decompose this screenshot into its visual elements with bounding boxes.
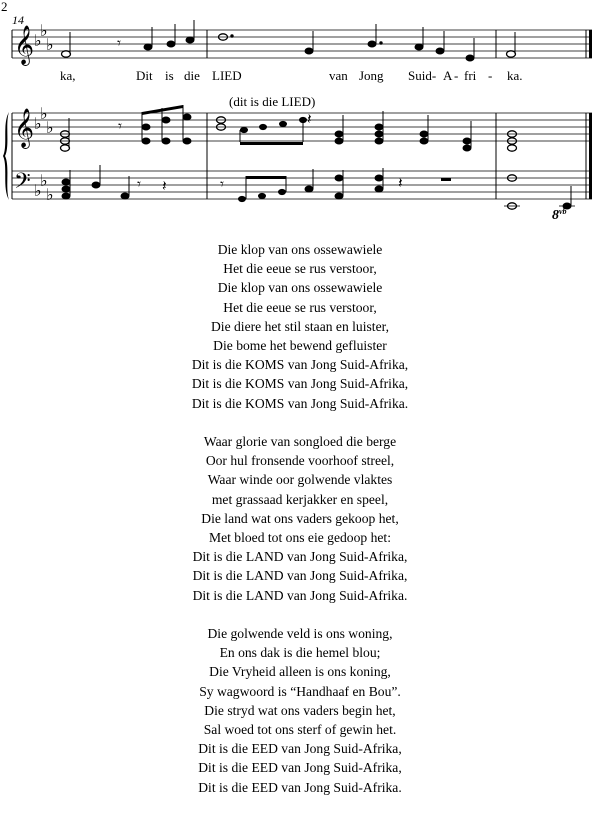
lyric-line: Waar glorie van songloed die berge [203,434,397,450]
lyric-line: Die golwende veld is ons woning, [207,626,393,642]
lyric-syllable: Dit [136,68,153,83]
stanza-3 [0,624,600,797]
lyric-syllable: ka, [60,68,76,83]
lyric-line: En ons dak is die hemel blou; [219,645,381,661]
svg-text:𝄽: 𝄽 [398,176,403,192]
measure-number: 14 [12,13,24,27]
lyric-line: Het die eeue se rus verstoor, [223,261,377,277]
lyric-syllable: van [329,68,348,83]
lyrics-text [0,240,600,816]
lyric-line: Die klop van ons ossewawiele [217,242,383,257]
lyric-syllable: fri [464,68,477,83]
barlines [207,30,586,199]
lyric-line: Dit is die KOMS van Jong Suid-Afrika. [191,395,409,411]
svg-text:♭: ♭ [40,104,48,123]
key-signature [34,21,54,204]
treble-clef-icon: 𝄞 [14,25,35,65]
lyric-syllable: - [454,68,459,83]
lyric-line: Dit is die EED van Jong Suid-Afrika, [198,760,402,776]
lyric-line: Die stryd wat ons vaders begin het, [204,702,396,718]
svg-text:𝄽: 𝄽 [307,112,312,128]
stanza-2 [0,432,600,605]
lyric-line: Die diere het stil staan en luister, [210,318,389,334]
lyric-line: Het die eeue se rus verstoor, [223,299,377,315]
svg-text:𝄾: 𝄾 [117,36,121,52]
lyric-line: Sy wagwoord is “Handhaaf en Bou”. [199,683,401,699]
final-barlines [589,30,592,199]
lyric-line: Die klop van ons ossewawiele [217,280,383,296]
lyric-syllable: Jong [359,68,384,83]
piano-treble-notes [61,105,517,151]
lyric-syllable: ka. [507,68,523,83]
lyric-line: Dit is die EED van Jong Suid-Afrika. [198,779,402,795]
lyric-line: Die bome het bewend gefluister [213,338,387,354]
svg-text:♭: ♭ [34,114,42,133]
lyric-syllable: A [443,68,453,83]
svg-text:𝄾: 𝄾 [118,119,122,135]
lyric-syllable: LIED [212,68,242,83]
svg-text:♭: ♭ [34,31,42,50]
lyric-line: Dit is die EED van Jong Suid-Afrika, [198,741,402,757]
lyric-syllable: is [165,68,174,83]
svg-text:𝄾: 𝄾 [220,177,224,193]
svg-text:𝄾: 𝄾 [137,177,141,193]
svg-text:♭: ♭ [46,185,54,204]
lyric-line: Met bloed tot ons eie gedoop het: [209,530,391,546]
lyric-line: Die land wat ons vaders gekoop het, [201,510,399,526]
vocal-notes [62,20,516,61]
piano-cue-text: (dit is die LIED) [229,94,316,109]
vocal-staff [12,30,592,58]
lyric-syllable: Suid- [408,68,437,83]
piano-bass-notes [62,165,575,209]
lyric-line: Dit is die KOMS van Jong Suid-Afrika, [191,376,409,392]
svg-text:♭: ♭ [34,181,42,200]
lyric-line: Sal woed tot ons sterf of gewin het. [203,722,397,738]
lyric-line: Waar winde oor golwende vlaktes [207,472,393,488]
ottava-marking: $8^{vb}$ [552,207,567,223]
lyric-line: Dit is die LAND van Jong Suid-Afrika, [192,568,408,584]
lyric-line: met grassaad kerjakker en speel, [211,491,389,507]
svg-text:♭: ♭ [46,118,54,137]
vocal-lyrics [60,68,523,83]
lyric-line: Dit is die LAND van Jong Suid-Afrika. [192,587,408,603]
lyric-syllable: - [488,68,493,83]
svg-text:♭: ♭ [46,35,54,54]
lyric-syllable: die [184,68,200,83]
piano-brace [3,112,9,200]
lyric-line: Dit is die LAND van Jong Suid-Afrika, [192,549,408,565]
lyric-line: Dit is die KOMS van Jong Suid-Afrika, [191,357,409,373]
page-number: 2 [1,0,8,14]
lyric-line: Oor hul fronsende voorhoof streel, [205,453,395,469]
bass-clef-icon: 𝄢 [14,169,31,199]
svg-text:♭: ♭ [40,171,48,190]
svg-text:𝄽: 𝄽 [162,179,167,195]
music-score [0,0,600,230]
treble-clef-icon: 𝄞 [14,108,35,148]
lyric-line: Die Vryheid alleen is ons koning, [209,664,391,680]
stanza-1 [0,240,600,413]
svg-text:♭: ♭ [40,21,48,40]
